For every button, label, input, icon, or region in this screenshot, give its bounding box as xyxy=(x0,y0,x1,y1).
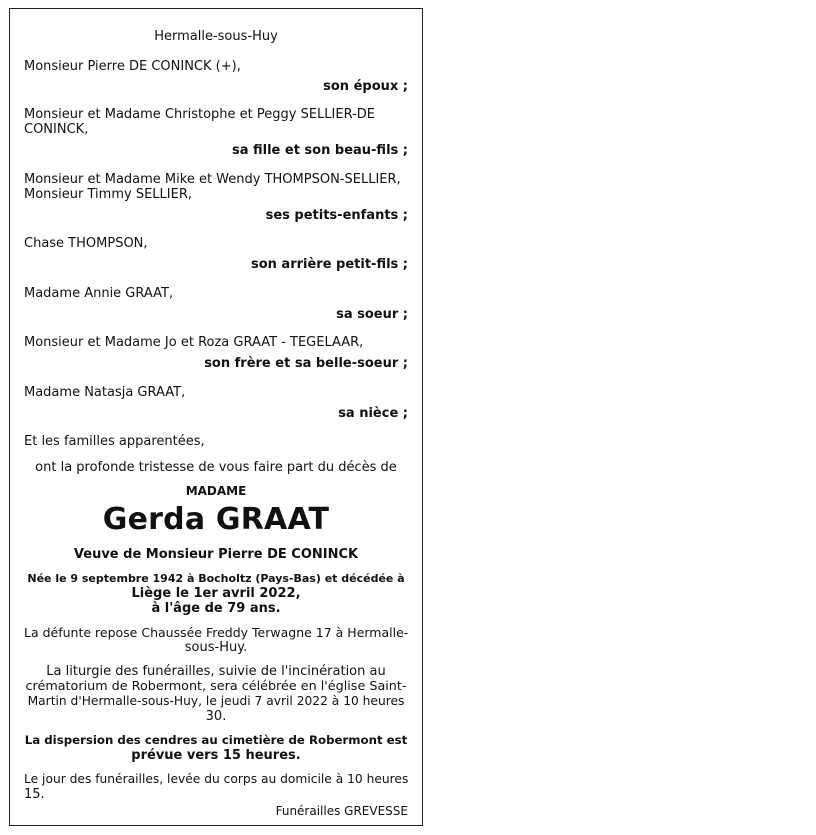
families-line: Et les familles apparentées, xyxy=(24,434,205,449)
deceased-name: Gerda GRAAT xyxy=(102,502,330,537)
relationship: sa nièce ; xyxy=(338,406,408,421)
relative-name: CONINCK, xyxy=(24,122,89,137)
relationship: sa fille et son beau-fils ; xyxy=(231,143,408,158)
relationship: son époux ; xyxy=(323,79,408,94)
relative-name: Monsieur et Madame Christophe et Peggy SELLIER-DE xyxy=(24,107,375,122)
widow-line: Veuve de Monsieur Pierre DE CONINCK xyxy=(73,547,359,562)
relative-name: Monsieur Timmy SELLIER, xyxy=(24,187,192,202)
relative-name: Monsieur et Madame Mike et Wendy THOMPSON-SELLIER, xyxy=(24,172,401,187)
dispersion-line: prévue vers 15 heures. xyxy=(131,748,301,763)
place-header: Hermalle-sous-Huy xyxy=(154,29,278,44)
relative-name: Madame Natasja GRAAT, xyxy=(24,385,186,400)
relative-name: Chase THOMPSON, xyxy=(24,236,148,251)
age-line: à l'âge de 79 ans. xyxy=(151,601,281,616)
death-notice xyxy=(9,8,423,826)
funeral-home: Funérailles GREVESSE xyxy=(275,804,408,818)
relative-name: Madame Annie GRAAT, xyxy=(24,286,174,301)
relationship: sa soeur ; xyxy=(336,307,408,322)
relationship: ses petits-enfants ; xyxy=(265,208,408,223)
relationship: son arrière petit-fils ; xyxy=(250,257,408,272)
rest-line: La défunte repose Chaussée Freddy Terwagne 17 à Hermalle- xyxy=(24,625,409,640)
rest-line: sous-Huy. xyxy=(184,640,248,655)
relationship: son frère et sa belle-soeur ; xyxy=(204,356,408,371)
relative-name: Monsieur Pierre DE CONINCK (+), xyxy=(24,59,241,74)
deceased-title: MADAME xyxy=(185,484,247,498)
liturgy-line: Martin d'Hermalle-sous-Huy, le jeudi 7 avril 2022 à 10 heures xyxy=(27,694,405,708)
funeral-day-line: Le jour des funérailles, levée du corps au domicile à 10 heures xyxy=(24,772,409,786)
birth-death-line: Liège le 1er avril 2022, xyxy=(131,586,301,601)
dispersion-line: La dispersion des cendres au cimetière de Robermont est xyxy=(24,733,408,747)
liturgy-line: crématorium de Robermont, sera célébrée en l'église Saint- xyxy=(25,679,407,694)
birth-death-line: Née le 9 septembre 1942 à Bocholtz (Pays-Bas) et décédée à xyxy=(27,572,405,585)
relative-name: Monsieur et Madame Jo et Roza GRAAT - TEGELAAR, xyxy=(24,335,364,350)
notice-body xyxy=(24,9,408,825)
intro-line: ont la profonde tristesse de vous faire part du décès de xyxy=(35,460,397,475)
funeral-day-line: 15. xyxy=(24,787,45,802)
liturgy-line: 30. xyxy=(205,709,227,724)
liturgy-line: La liturgie des funérailles, suivie de l'incinération au xyxy=(46,664,386,679)
